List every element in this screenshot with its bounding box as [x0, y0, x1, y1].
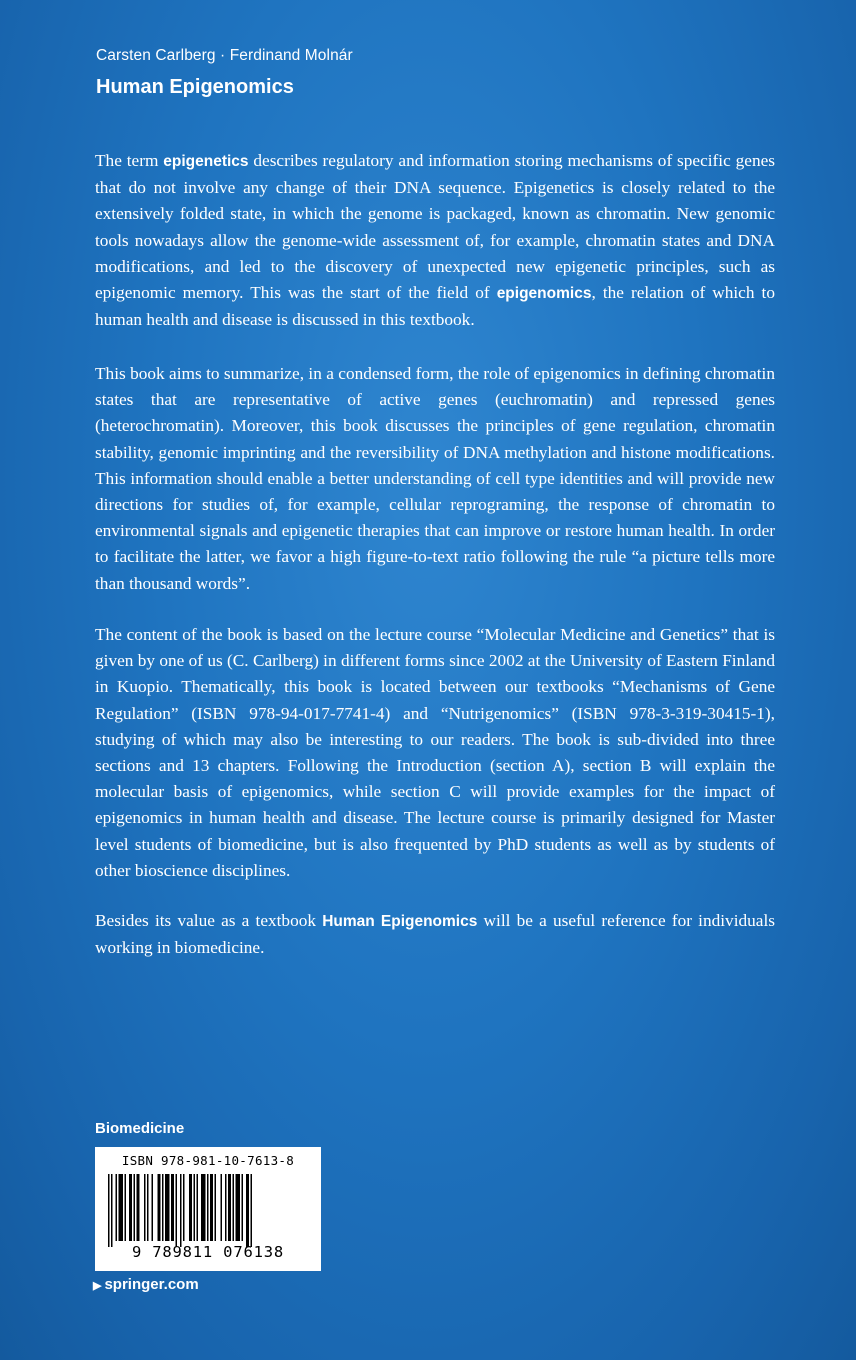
barcode-bar	[116, 1174, 118, 1241]
barcode-bar	[144, 1174, 146, 1241]
barcode-bar	[225, 1174, 227, 1241]
barcode-bar	[246, 1174, 249, 1247]
publisher-url: springer.com	[104, 1276, 199, 1293]
publisher-link[interactable]	[93, 1276, 199, 1293]
text-run: This book aims to summarize, in a condensed form, the role of epigenomics in defining chromatin states that are representative of active genes (euchromatin) and repressed genes (heterochromatin). Moreover, this book discusses the principles of gene regulation, chromatin stability, genomic imprinting and the reversibility of DNA methylation and histone modifications. This information should enable a better understanding of cell type identities and will provide new directions for studies of, for example, cellular reprograming, the response of chromatin to environmental signals and epigenetic therapies that can improve or restore human health. In order to facilitate the latter, we favor a high figure-to-text ratio following the rule “a picture tells more than thousand words”.	[95, 364, 775, 593]
paragraph-content	[95, 622, 775, 884]
barcode-bar	[210, 1174, 213, 1241]
paragraph-intro	[95, 148, 775, 333]
barcode-bar	[194, 1174, 196, 1241]
barcode-bar	[171, 1174, 174, 1241]
barcode-bar	[242, 1174, 244, 1241]
text-run: Besides its value as a textbook	[95, 911, 323, 930]
text-run: describes regulatory and information storing mechanisms of specific genes that do not involve any change of their DNA sequence. Epigenetics is closely related to the extensively folded state, in which the genome is packaged, known as chromatin. New genomic tools nowadays allow the genome-wide assessment of, for example, chromatin states and DNA modifications, and led to the discovery of unexpected new epigenetic principles, such as epigenomic memory. This was the start of the field of	[95, 151, 775, 303]
series-name: Biomedicine	[95, 1120, 185, 1137]
book-title: Human Epigenomics	[96, 76, 294, 98]
barcode-bar	[251, 1174, 253, 1247]
barcode-bar	[125, 1174, 127, 1241]
barcode-bar	[180, 1174, 182, 1247]
emphasis-term: Human Epigenomics	[322, 913, 478, 930]
barcode-bar	[207, 1174, 209, 1241]
authors: Carsten Carlberg · Ferdinand Molnár	[96, 47, 353, 64]
barcode-bar	[162, 1174, 164, 1241]
barcode-bar	[215, 1174, 217, 1241]
barcode-bar	[233, 1174, 235, 1241]
barcode-bar	[183, 1174, 185, 1241]
barcode-bar	[228, 1174, 231, 1241]
barcode-bar	[236, 1174, 241, 1241]
barcode-bar	[111, 1174, 113, 1247]
barcode-bar	[201, 1174, 206, 1241]
barcode-bar	[137, 1174, 140, 1241]
text-run: will be a useful reference for individuals working in biomedicine.	[95, 911, 775, 958]
barcode-bar	[197, 1174, 199, 1241]
barcode-bar	[176, 1174, 178, 1247]
emphasis-term: epigenetics	[163, 153, 249, 170]
barcode-bar	[189, 1174, 192, 1241]
isbn-barcode	[95, 1147, 321, 1271]
text-run: The content of the book is based on the lecture course “Molecular Medicine and Genetics” that is given by one of us (C. Carlberg) in different forms since 2002 at the University of Eastern Finland in Kuopio. Thematically, this book is located between our textbooks “Mechanisms of Gene Regulation” (ISBN 978-94-017-7741-4) and “Nutrigenomics” (ISBN 978-3-319-30415-1), studying of which may also be interesting to our readers. The book is sub-divided into three sections and 13 chapters. Following the Introduction (section A), section B will explain the molecular basis of epigenomics, while section C will provide examples for the impact of epigenomics in human health and disease. The lecture course is primarily designed for Master level students of biomedicine, but is also frequented by PhD students as well as by students of other bioscience disciplines.	[95, 625, 775, 880]
emphasis-term: epigenomics	[496, 285, 592, 303]
barcode-bar	[129, 1174, 132, 1241]
text-run: The term	[95, 151, 164, 170]
barcode-bar	[108, 1174, 110, 1247]
barcode-bar	[158, 1174, 161, 1241]
barcode-bar	[119, 1174, 124, 1241]
barcode-bar	[134, 1174, 136, 1241]
barcode-bar	[152, 1174, 154, 1241]
isbn-label: ISBN 978-981-10-7613-8	[121, 1153, 295, 1168]
arrow-right-icon: ▶	[93, 1280, 102, 1292]
isbn-digits: 9 789811 076138	[132, 1243, 284, 1261]
paragraph-aims	[95, 361, 775, 597]
barcode-bar	[165, 1174, 170, 1241]
paragraph-value	[95, 908, 775, 961]
barcode-bar	[147, 1174, 149, 1241]
barcode-bar	[221, 1174, 223, 1241]
text-run: , the relation of which to human health and disease is discussed in this textbook.	[95, 283, 775, 330]
